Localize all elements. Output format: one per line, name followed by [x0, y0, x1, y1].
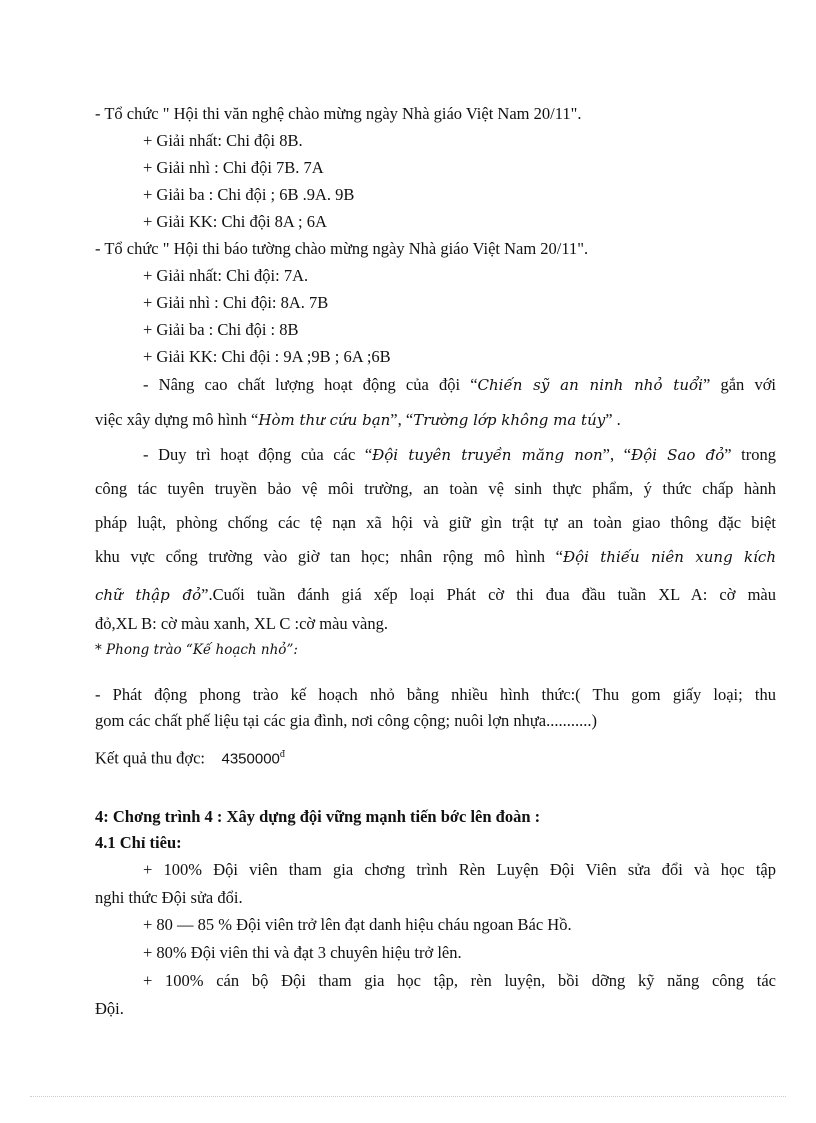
prize-line: + Giải nhất: Chi đội: 7A. [143, 266, 309, 285]
prize-line: + Giải nhì : Chi đội 7B. 7A [143, 158, 324, 177]
para-propaganda-line4: khu vực cổng trường vào giờ tan học; nhân rộng mô hình “Đội thiếu niên xung kích [95, 547, 776, 566]
prize-line: + Giải ba : Chi đội ; 6B .9A. 9B [143, 185, 355, 204]
target-line: + 100% Đội viên tham gia chơng trình Rèn Luyện Đội Viên sửa đổi và học tập [143, 860, 776, 879]
movement-line1: - Phát động phong trào kế hoạch nhỏ bằng nhiều hình thức:( Thu gom giấy loại; thu [95, 685, 776, 704]
para-propaganda-line6: đỏ,XL B: cờ màu xanh, XL C :cờ màu vàng. [95, 614, 389, 633]
contest-art-title: - Tổ chức " Hội thi văn nghệ chào mừng ngày Nhà giáo Việt Nam 20/11". [95, 104, 582, 123]
target-line: + 100% cán bộ Đội tham gia học tập, rèn luyện, bồi dỡng kỹ năng công tác [143, 971, 776, 990]
movement-result: Kết quả thu đợc: $4350000^đ$ [95, 748, 285, 768]
para-propaganda-line5: chữ thập đỏ”.Cuối tuần đánh giá xếp loại Phát cờ thi đua đầu tuần XL A: cờ màu [95, 585, 776, 604]
para-propaganda-line1: - Duy trì hoạt động của các “Đội tuyên truyền măng non”, “Đội Sao đỏ” trong [143, 445, 776, 464]
contest-newspaper-title: - Tổ chức " Hội thi báo tường chào mừng ngày Nhà giáo Việt Nam 20/11". [95, 239, 589, 258]
target-line: + 80% Đội viên thi và đạt 3 chuyên hiệu trở lên. [143, 943, 462, 962]
para-security-line2: việc xây dựng mô hình “Hòm thư cứu bạn”, “Trường lớp không ma túy” . [95, 410, 621, 429]
prize-line: + Giải KK: Chi đội 8A ; 6A [143, 212, 327, 231]
movement-line2: gom các chất phế liệu tại các gia đình, nơi công cộng; nuôi lợn nhựa...........) [95, 711, 598, 730]
page-bottom-border [30, 1096, 786, 1097]
program4-title: 4: Chơng trình 4 : Xây dựng đội vững mạnh tiến bớc lên đoàn : [95, 807, 541, 826]
prize-line: + Giải nhất: Chi đội 8B. [143, 131, 303, 150]
movement-heading: * Phong trào “Kế hoạch nhỏ”: [95, 642, 298, 658]
target-line: + 80 — 85 % Đội viên trở lên đạt danh hiệu cháu ngoan Bác Hồ. [143, 915, 572, 934]
para-propaganda-line3: pháp luật, phòng chống các tệ nạn xã hội và giữ gìn trật tự an toàn giao thông đặc biệt [95, 513, 776, 532]
prize-line: + Giải nhì : Chi đội: 8A. 7B [143, 293, 329, 312]
prize-line: + Giải ba : Chi đội : 8B [143, 320, 299, 339]
prize-line: + Giải KK: Chi đội : 9A ;9B ; 6A ;6B [143, 347, 391, 366]
para-propaganda-line2: công tác tuyên truyền bảo vệ môi trường, an toàn vệ sinh thực phẩm, ý thức chấp hành [95, 479, 776, 498]
target-line: Đội. [95, 999, 124, 1018]
program4-subtitle: 4.1 Chỉ tiêu: [95, 833, 182, 852]
target-line: nghi thức Đội sửa đổi. [95, 888, 243, 907]
para-security-line1: - Nâng cao chất lượng hoạt động của đội “Chiến sỹ an ninh nhỏ tuổi” gắn với [143, 375, 776, 394]
